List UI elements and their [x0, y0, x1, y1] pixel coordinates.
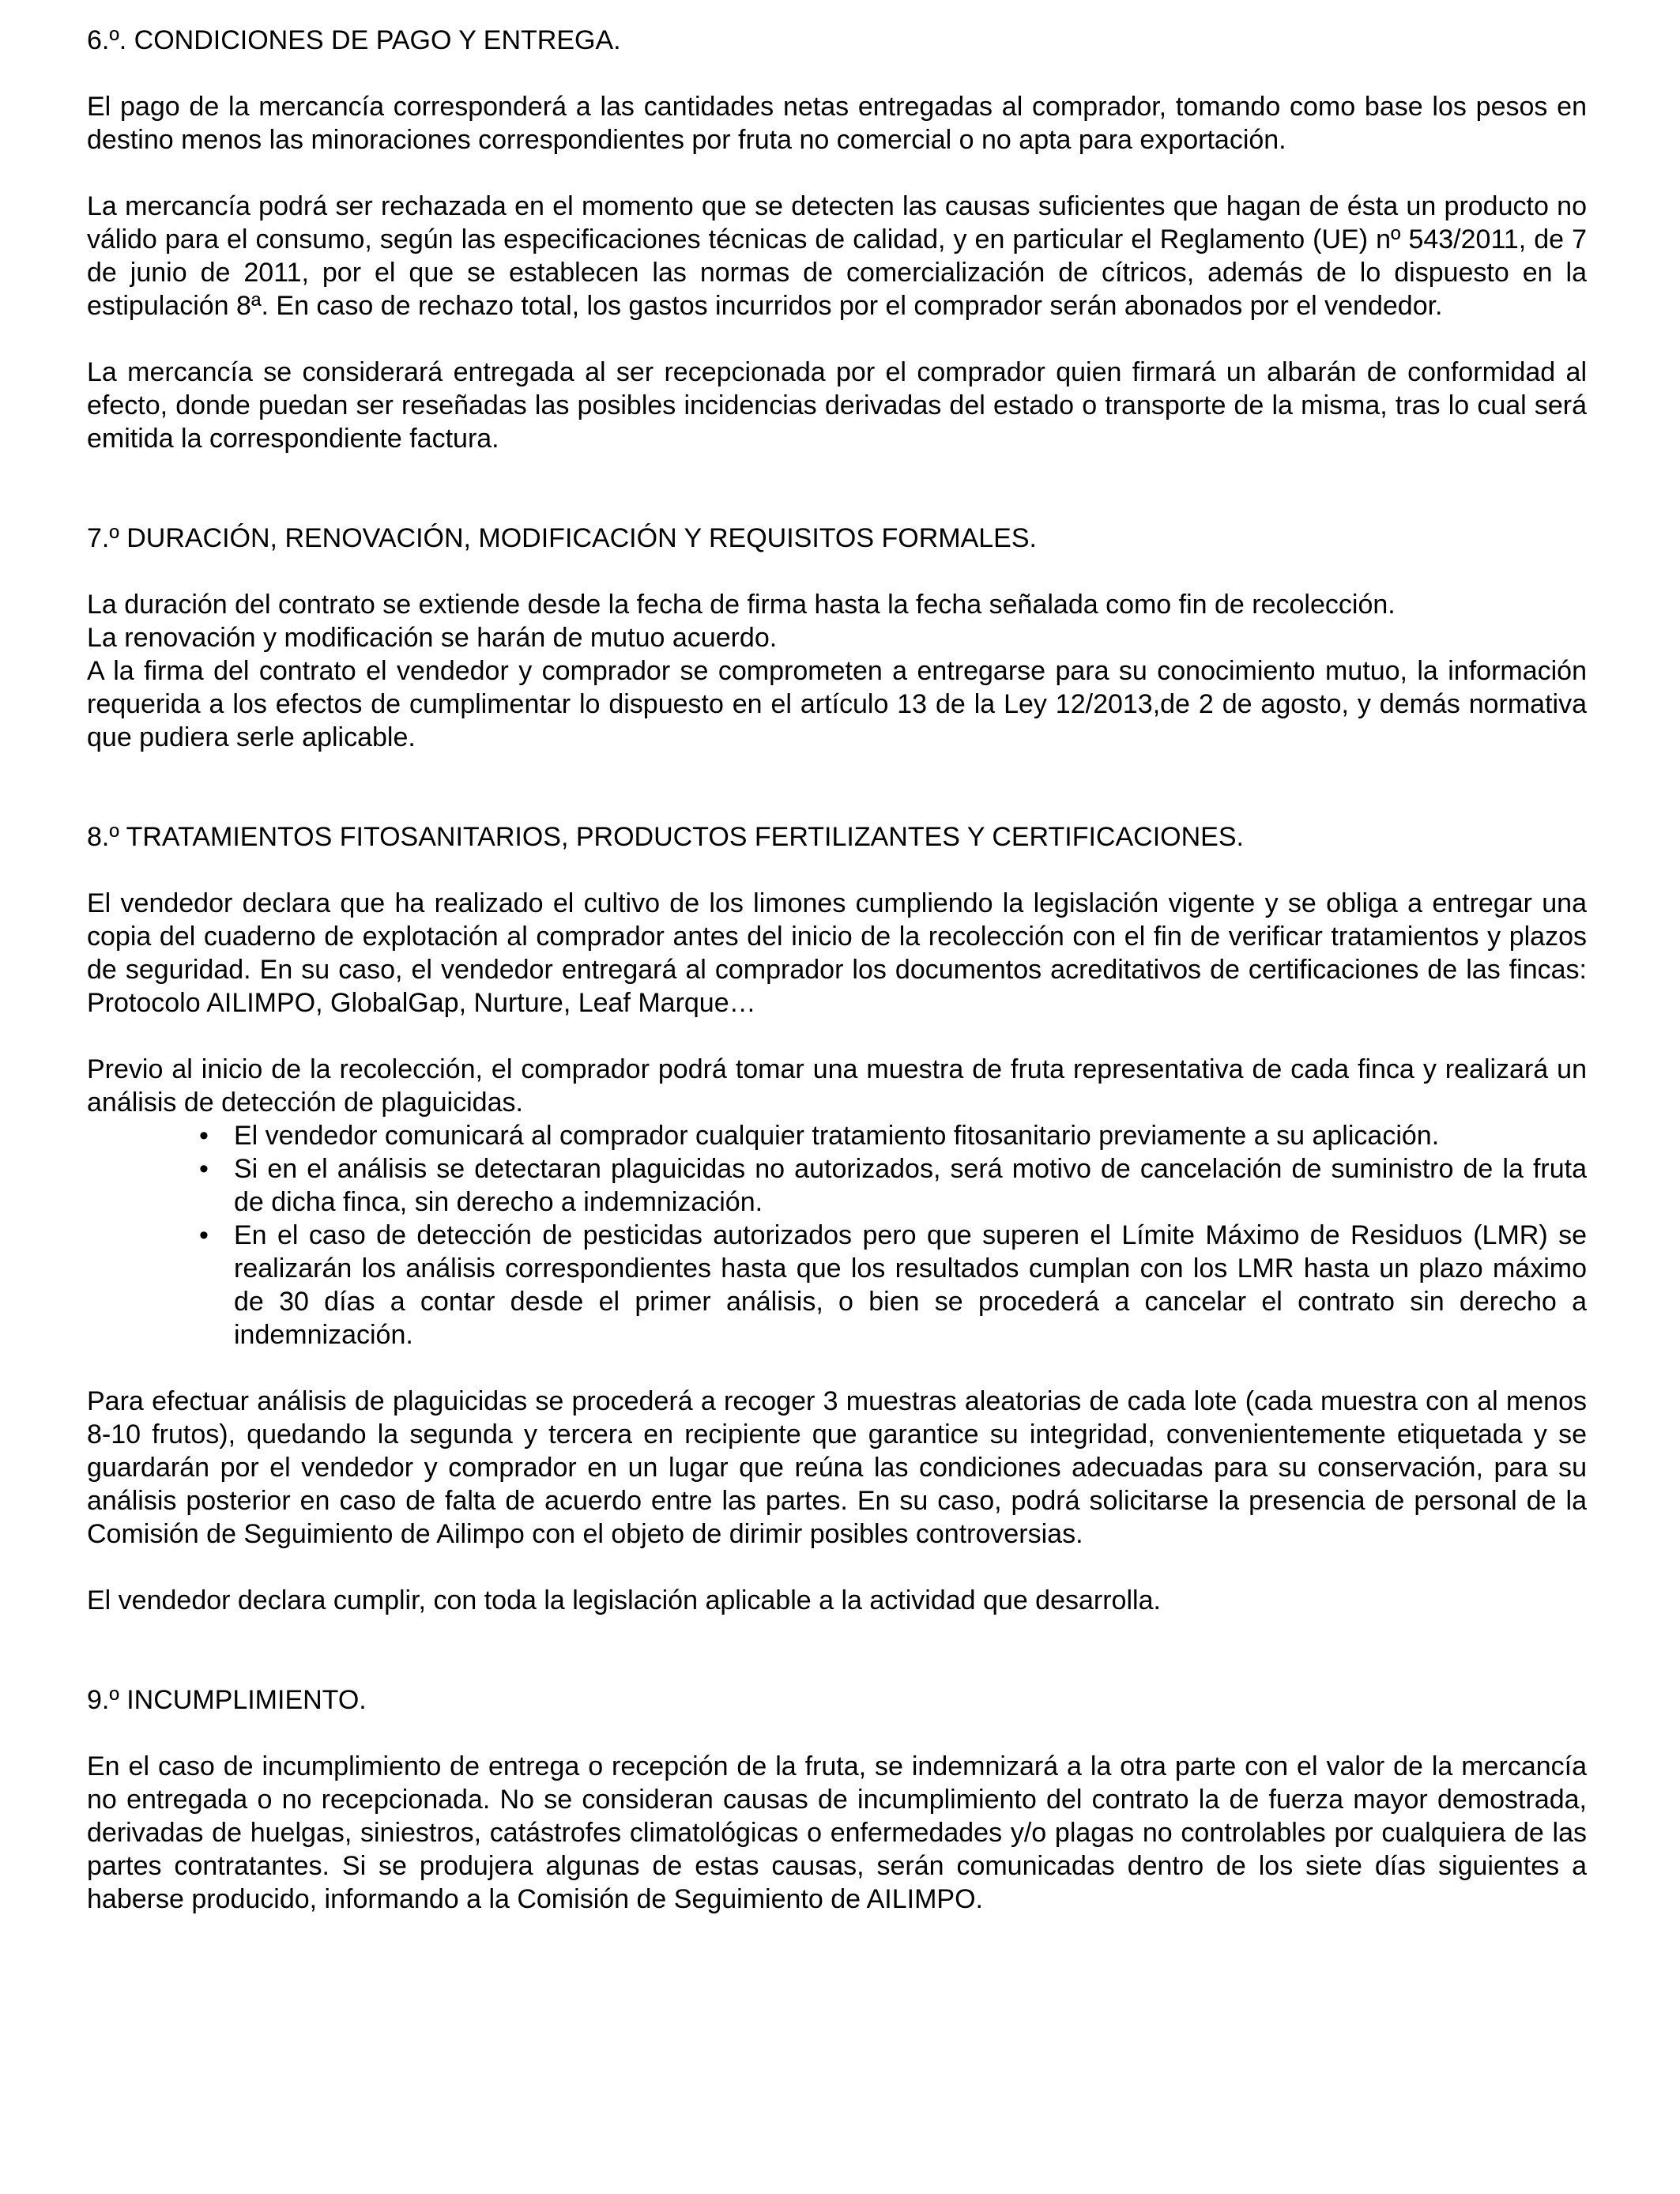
section-7-heading: 7.º DURACIÓN, RENOVACIÓN, MODIFICACIÓN Y REQUISITOS FORMALES. — [87, 523, 1037, 553]
section-9-heading: 9.º INCUMPLIMIENTO. — [87, 1685, 367, 1715]
section-7-line-renewal: La renovación y modificación se harán de mutuo acuerdo. — [87, 623, 778, 653]
bullet-text: Si en el análisis se detectaran plaguicidas no autorizados, será motivo de cancelación de suministro de la fruta de dicha finca, sin derecho a indemnización. — [234, 1154, 1587, 1217]
section-8-paragraph-compliance: El vendedor declara cumplir, con toda la legislación aplicable a la actividad que desarrolla. — [87, 1585, 1161, 1615]
bullet-list-item — [199, 1119, 1587, 1152]
document-page — [87, 24, 1587, 1916]
section-7-paragraph-formal: A la firma del contrato el vendedor y comprador se comprometen a entregarse para su conocimiento mutuo, la información requerida a los efectos de cumplimentar lo dispuesto en el artículo 13 de la Ley 12/2013,de 2 de agosto, y demás normativa que pudiera serle aplicable. — [87, 656, 1587, 752]
section-6-heading: 6.º. CONDICIONES DE PAGO Y ENTREGA. — [87, 25, 621, 55]
section-6-paragraph-delivery: La mercancía se considerará entregada al ser recepcionada por el comprador quien firmará un albarán de conformidad al efecto, donde puedan ser reseñadas las posibles incidencias derivadas del estado o transporte de la misma, tras lo cual será emitida la correspondiente factura. — [87, 357, 1587, 454]
section-8-bullet-list — [87, 1119, 1587, 1351]
section-7-line-duration: La duración del contrato se extiende desde la fecha de firma hasta la fecha señalada como fin de recolección. — [87, 590, 1396, 620]
bullet-icon: • — [199, 1121, 209, 1151]
bullet-icon: • — [199, 1220, 209, 1250]
section-8-paragraph-analysis: Para efectuar análisis de plaguicidas se procederá a recoger 3 muestras aleatorias de cada lote (cada muestra con al menos 8-10 frutos), quedando la segunda y tercera en recipiente que garantice su integridad, convenientemente etiquetada y se guardarán por el vendedor y comprador en un lugar que reúna las condiciones adecuadas para su conservación, para su análisis posterior en caso de falta de acuerdo entre las partes. En su caso, podrá solicitarse la presencia de personal de la Comisión de Seguimiento de Ailimpo con el objeto de dirimir posibles controversias. — [87, 1386, 1587, 1549]
section-8-paragraph-cultivation: El vendedor declara que ha realizado el cultivo de los limones cumpliendo la legislación vigente y se obliga a entregar una copia del cuaderno de explotación al comprador antes del inicio de la recolección con el fin de verificar tratamientos y plazos de seguridad. En su caso, el vendedor entregará al comprador los documentos acreditativos de certificaciones de las fincas: Protocolo AILIMPO, GlobalGap, Nurture, Leaf Marque… — [87, 888, 1587, 1018]
bullet-list-item — [199, 1152, 1587, 1219]
bullet-icon: • — [199, 1154, 209, 1184]
section-6-paragraph-rejection: La mercancía podrá ser rechazada en el momento que se detecten las causas suficientes que hagan de ésta un producto no válido para el consumo, según las especificaciones técnicas de calidad, y en particular el Reglamento (UE) nº 543/2011, de 7 de junio de 2011, por el que se establecen las normas de comercialización de cítricos, además de lo dispuesto en la estipulación 8ª. En caso de rechazo total, los gastos incurridos por el comprador serán abonados por el vendedor. — [87, 191, 1587, 321]
bullet-text: El vendedor comunicará al comprador cualquier tratamiento fitosanitario previamente a su aplicación. — [234, 1121, 1440, 1151]
bullet-list-item — [199, 1219, 1587, 1351]
section-9-paragraph-breach: En el caso de incumplimiento de entrega o recepción de la fruta, se indemnizará a la otra parte con el valor de la mercancía no entregada o no recepcionada. No se consideran causas de incumplimiento del contrato la de fuerza mayor demostrada, derivadas de huelgas, siniestros, catástrofes climatológicas o enfermedades y/o plagas no controlables por cualquiera de las partes contratantes. Si se produjera algunas de estas causas, serán comunicadas dentro de los siete días siguientes a haberse producido, informando a la Comisión de Seguimiento de AILIMPO. — [87, 1751, 1587, 1914]
section-8-paragraph-sampling: Previo al inicio de la recolección, el comprador podrá tomar una muestra de fruta representativa de cada finca y realizará un análisis de detección de plaguicidas. — [87, 1054, 1587, 1118]
section-6-paragraph-payment: El pago de la mercancía corresponderá a las cantidades netas entregadas al comprador, tomando como base los pesos en destino menos las minoraciones correspondientes por fruta no comercial o no apta para exportación. — [87, 92, 1587, 155]
bullet-text: En el caso de detección de pesticidas autorizados pero que superen el Límite Máximo de Residuos (LMR) se realizarán los análisis correspondientes hasta que los resultados cumplan con los LMR hasta un plazo máximo de 30 días a contar desde el primer análisis, o bien se procederá a cancelar el contrato sin derecho a indemnización. — [234, 1220, 1587, 1350]
section-8-heading: 8.º TRATAMIENTOS FITOSANITARIOS, PRODUCTOS FERTILIZANTES Y CERTIFICACIONES. — [87, 822, 1244, 852]
